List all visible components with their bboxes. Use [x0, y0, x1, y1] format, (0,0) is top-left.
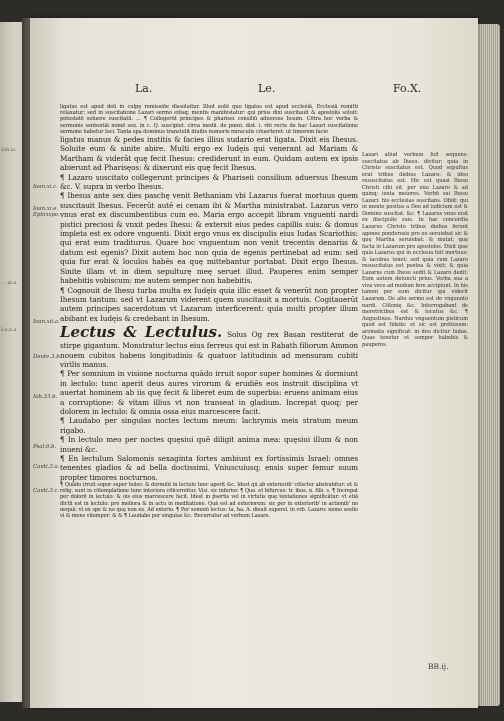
side-gloss-column: Lazari aliud verbum fuit sequens: suscitatus ab Ihesu. dicitur: quia in Christo suscitatus est. Quod sepultus erat tribus diebus Lazaro: & ideo resuscitatus est. Hic est quasi Ihesu Christi cibi sit. per ouo Lazaro & ad quinq; iuxta meiores. Verbū sui Ihesu Lazari: his ecclesias suscitans. Obiit: qui in mente positus a Deo ad iudicium est & Domino suscitat. &c. ¶ Lazarus vnus erat ex discipulis suis. In hac concordia Lazarus Christo tribus diebus ferunt agones ponderosis pro eo seruiebat sic & quę Martha seruiebat: & mutat: quę facta in Lazarum pro apostolos. Dixit ipse quia Lazarus qui in ecclesia fuit mortuus: & iacobus tenet: sed quia cum Lazaro resuscitatus est postea & vixit: & quia Lazarus cum Ihesu sedit & Lazaro dedit: Eum autem defuncti prius. Verba sua a viva voce ad modum fere accipiunt. In his tamen per eum dicitur qui viderit Lazarum. De alio sermo est de vnguento nardi. Cōlonię &c. Interrogabant de meretricibus est & locutus &c. ¶ Augustinus. Nardus vnguentum pisticum quod est fidelis: et sic est pretiosum: aromatis significat: in deo dicitur Iudas. Quas tenetur et semper habebis & pauperes.	[362, 152, 468, 348]
margin-reference: Ioan.xi.c.	[33, 184, 58, 190]
margin-reference: Psal.6.b.	[33, 444, 57, 450]
footnote-gloss: ¶ Quādo irruit sopor super holes: & dormiūt in lectulo tunc aperit &c. Idest qū ab exteriorib' cōlscter abstrahitur: et & relig. sunt in cōtemplatione tunc interiora cōlcernūtur. Visi. sic inferior. ¶ Quo. et bifurcus: tr. ibus. n. filii. s. ¶ Increpat per dolorē in lectulo: & ois eius marcescere facit. Idest in p̃sertis vel in virtutis quę tentationes significātur: vt etiā dictū est in lectulo: pro meliora & in actu in meditatione. Quā est ad exteriorem: sic per in exteriorib' in actionib' no nequā: vt ex spe & no quę non ex. Ad exterio. ¶ Per somniū lectus: ta, ha. A. dieuit supersl. in vrb. Lazaro: nemo seelio vi & mens vitemper: & & ¶ Laudabo per singulas &c. Recurratur ad verbum Lazare.	[60, 482, 358, 519]
body-paragraph: ligatus manus & pedes institis & facies illius sudario erat ligata. Dixit eis Ihesus. Soluite eum & sinite abire. Multi ergo ex Iudęis qui venerant ad Mariam & Martham & viderāt quę fecit Ihesus: crediderunt in eum. Quidam autem ex ipsis abierunt ad Pharisęos: & dixerunt eis quę fecit Ihesus.	[60, 135, 358, 173]
header-left: La.	[135, 82, 153, 95]
header-folio: Fo.X.	[393, 82, 422, 95]
body-paragraph: ¶ Laudabo per singulas noctes lectum meum: lachrymis meis stratum meum rigabo.	[60, 416, 358, 435]
body-paragraph: ¶ Cognouit de Ihesu turba multa ex Iudęis quia illic esset & venerūt non propter Ihesum tantum: sed vt Lazarum viderent quem suscitauit a mortuis. Cogitauerūt autem principes sacerdotum vt Lazarum interficerent: quia multi propter illum abibant ex Iudęis & credebant in Ihesum.	[60, 285, 358, 323]
section-heading-line	[60, 323, 358, 369]
left-page-edge	[0, 22, 24, 702]
header-center: Le.	[258, 82, 276, 95]
margin-reference: Deute.3.b.	[33, 354, 62, 360]
margin-reference: Ioan.xii.a.	[33, 319, 60, 325]
main-text-column	[60, 104, 358, 519]
body-paragraph: ¶ Lazaro suscitato collegerunt principes & Phariseii consilium aduersus Ihesum &c. V. supra in verbo Ihesus.	[60, 172, 358, 192]
intro-gloss: ligatus est apud deū in culpę remissiōe dissoluitur. Illud autē quo ligatus est apud eccleśiā, Ecclesiā remitti relaxatur: sed in suscitatione Lazari sermo eiūsq; mentis manifestatur: qui prius dixi suscitauit & apostolis soluit: potestatē soluere suscitatū. ... ¶ Collegerūt principes & pharisei consiliū aduersus Iesum. Cōtra hoc verba & sermonis sententiā nomē sex. in c. Q. suscipiet. circa medii. de pœni. dist. i. vbi recte de hac Lazari suscitatione sermone habetur loci. Tanta spa dominus transtulit diuitis numeris miraculis cōuerteret: ut timorem facie	[60, 104, 358, 135]
section-heading-text: Solus Og rex Basan restiterat de stirpe gigantum. Monstratur lectus eius ferreus qui est in Rabath filiorum Ammon nouem cubitos habens longitudinis & quatuor latitudinis ad mensuram cubiti virilis manus.	[60, 330, 358, 369]
margin-reference: Iob.33.b.	[33, 394, 58, 400]
body-paragraph: ¶ Per somnium in visione nocturna quādo irruit sopor super homines & dormiunt in lectulo: tunc aperit deus aures virorum & erudiēs eos instruit disciplina vt auertat hominem ab iis quę fecit & liberet eum de superbia: eruens animam eius a corruptione: & vitam illius vt non transeat in gladium. Increpat quoq; per dolorem in lectulo: & omnia ossa eius marcescere facit.	[60, 369, 358, 416]
section-heading: Lectus & Lectulus.	[60, 323, 223, 342]
margin-reference: Ioan.xi.e. Eplicispo.	[33, 206, 60, 218]
margin-reference: Canti.3.c.	[33, 488, 60, 494]
page-edges	[476, 24, 500, 706]
left-page-note: ... xi.a.	[1, 280, 18, 286]
margin-reference: Canti.3.a.	[33, 464, 60, 470]
running-header	[70, 82, 470, 98]
left-page-note: Ioh.xi.	[1, 147, 17, 153]
body-paragraph: ¶ En lectulum Salomonis sexaginta fortes ambiunt ex fortissimis Israel: omnes tenentes gladios & ad bella doctissimi. Vniuscuiusq; ensis super femur suum propter timores nocturnos.	[60, 454, 358, 482]
left-page-note: Lu.x.a.	[1, 327, 19, 333]
signature-mark: BB.ij.	[428, 662, 449, 671]
body-paragraph: ¶ In lectulo meo per noctes quęsiui quē diligit anima mea: quęsiui illum & non inueni &c.	[60, 435, 358, 454]
body-paragraph: ¶ Ihesus ante sex dies paschę venit Bethaniam vbi Lazarus fuerat mortuus quem suscitauit Ihesus. Fecerūt autē ei cenam ibi & Martha ministrabat. Lazarus vero vnus erat ex discumbentibus cum eo. Maria ergo accepit libram vnguenti nardi pistici preciosi & vnxit pedes Ihesu: & extersit eius pedes capillis suis: & domus impleta est ex odore vnguenti. Dixit ergo vnus ex discipulis eius Iudas Scariothis: qui erat eum traditurus. Quare hoc vnguentum non venit trecentis denariis & datum est egenis? Dixit autem hoc non quia de egenis pertinebat ad eum: sed quia fur erat & loculos habēs ea quę mittebantur portabat. Dixit ergo Ihesus. Sinite illam vt in diem sepulturę meę seruet illud. Pauperes enim semper habebitis vobiscum: me autem semper non habebitis.	[60, 191, 358, 286]
